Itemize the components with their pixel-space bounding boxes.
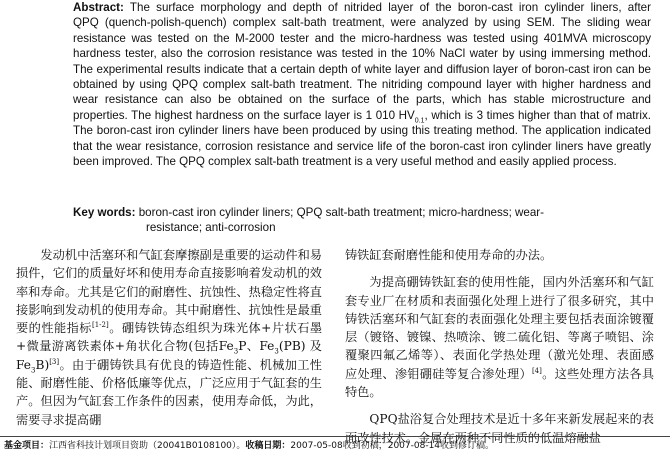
subscript: 3 (233, 347, 239, 356)
abstract-label: Abstract: (73, 1, 124, 14)
subscript: 3 (31, 366, 36, 375)
keywords (73, 205, 651, 236)
left-text-1: 发动机中活塞环和气缸套摩擦副是重要的运动件和易损件，它们的质量好坏和使用寿命直接影响着发动机的效率和寿命。尤其是它们的耐磨性、抗蚀性、热稳定性将直接影响到发动机的使用寿命。其中耐磨性、抗蚀性是最重要的性能指标 (16, 248, 322, 336)
hv-subscript: 0.1 (414, 117, 425, 125)
left-text-5: B) (35, 357, 50, 372)
right-paragraph-2 (345, 273, 654, 401)
citation-ref: [4] (531, 366, 542, 375)
left-text-4: (PB) 及Fe (16, 339, 322, 372)
right-column (345, 246, 654, 447)
keywords-label: Key words: (73, 206, 136, 219)
keywords-line1: boron-cast iron cylinder liners; QPQ salt-bath treatment; micro-hardness; wear- (135, 206, 545, 219)
left-text-3: P、Fe (238, 339, 275, 354)
right-paragraph-1: 铸铁缸套耐磨性能和使用寿命的办法。 (345, 248, 553, 262)
citation-ref: [3] (49, 357, 60, 366)
left-text-6: 。由于硼铸铁具有优良的铸造性能、机械加工性能、耐磨性能、价格低廉等优点，广泛应用于气缸套的生产。但因为气缸套工作条件的因素，使用寿命低，为此，需要寻求提高硼 (16, 357, 322, 427)
abstract-text-end: , which is 3 times higher than that of matrix. The boron-cast iron cylinder liners have been produced by using this treating method. The application indicated that the wear resistance, corrosion resistance and service life of the boron-cast iron cylinder liners have greatly been improved. The QPQ complex salt-bath treatment is a very useful method and easily applied process. (73, 108, 651, 169)
subscript: 3 (274, 347, 279, 356)
left-text-2: 。硼铸铁铸态组织为珠光体+片状石墨+微量游离铁素体+角状化合物(包括Fe (16, 321, 323, 354)
footnote-label-2: 收稿日期： (245, 441, 291, 451)
abstract-text: The surface morphology and depth of nitrided layer of the boron-cast iron cylinder liners, after QPQ (quench-polish-quench) complex salt-bath treatment, were analyzed by using SEM. The sliding wear resistance was tested on the M-2000 tester and the micro-hardness was tested using 401MVA microscopy hardness tester, also the corrosion resistance was tested in the 10% NaCl water by using immersing method. The experimental results indicate that a certain depth of white layer and diffusion layer of boron-cast iron can be obtained by using QPQ complex salt-bath treatment. The nitriding compound layer with higher hardness and wear resistance can also be obtained on the surface of the parts, which has stable microstructure and properties. The highest hardness on the surface layer is 1 010 HV (73, 1, 651, 122)
left-column (16, 246, 322, 429)
footnote (0, 436, 670, 455)
right-text-2b: 。这些处理方法各具特色。 (345, 366, 655, 400)
footnote-text: 江西省科技计划项目资助（20041B0108100）。 (49, 441, 246, 451)
left-paragraph (16, 246, 322, 429)
right-text-2a: 为提高硼铸铁缸套的使用性能，国内外活塞环和气缸套专业厂在材质和表面强化处理上进行了很多研究，其中铸铁活塞环和气缸套的表面强化处理主要包括表面涂镀覆层（镀铬、镀镍、热喷涂、镀二硫化铝、等离子喷铝、涂覆聚四氟乙烯等）、表面化学热处理（激光处理、表面感应处理、渗钼硼硅等复合渗处理） (345, 275, 654, 381)
footnote-label: 基金项目： (4, 441, 50, 451)
citation-ref: [1-2] (91, 321, 109, 330)
footnote-text-2: 2007-05-08收到初稿，2007-08-14收到修订稿。 (290, 441, 495, 451)
keywords-line2: resistance; anti-corrosion (146, 221, 276, 235)
abstract (73, 0, 651, 169)
right-paragraph-3: QPQ盐浴复合处理技术是近十多年来新发展起来的表面改性技术。金属在两种不同性质的低温熔融盐 (345, 412, 654, 445)
